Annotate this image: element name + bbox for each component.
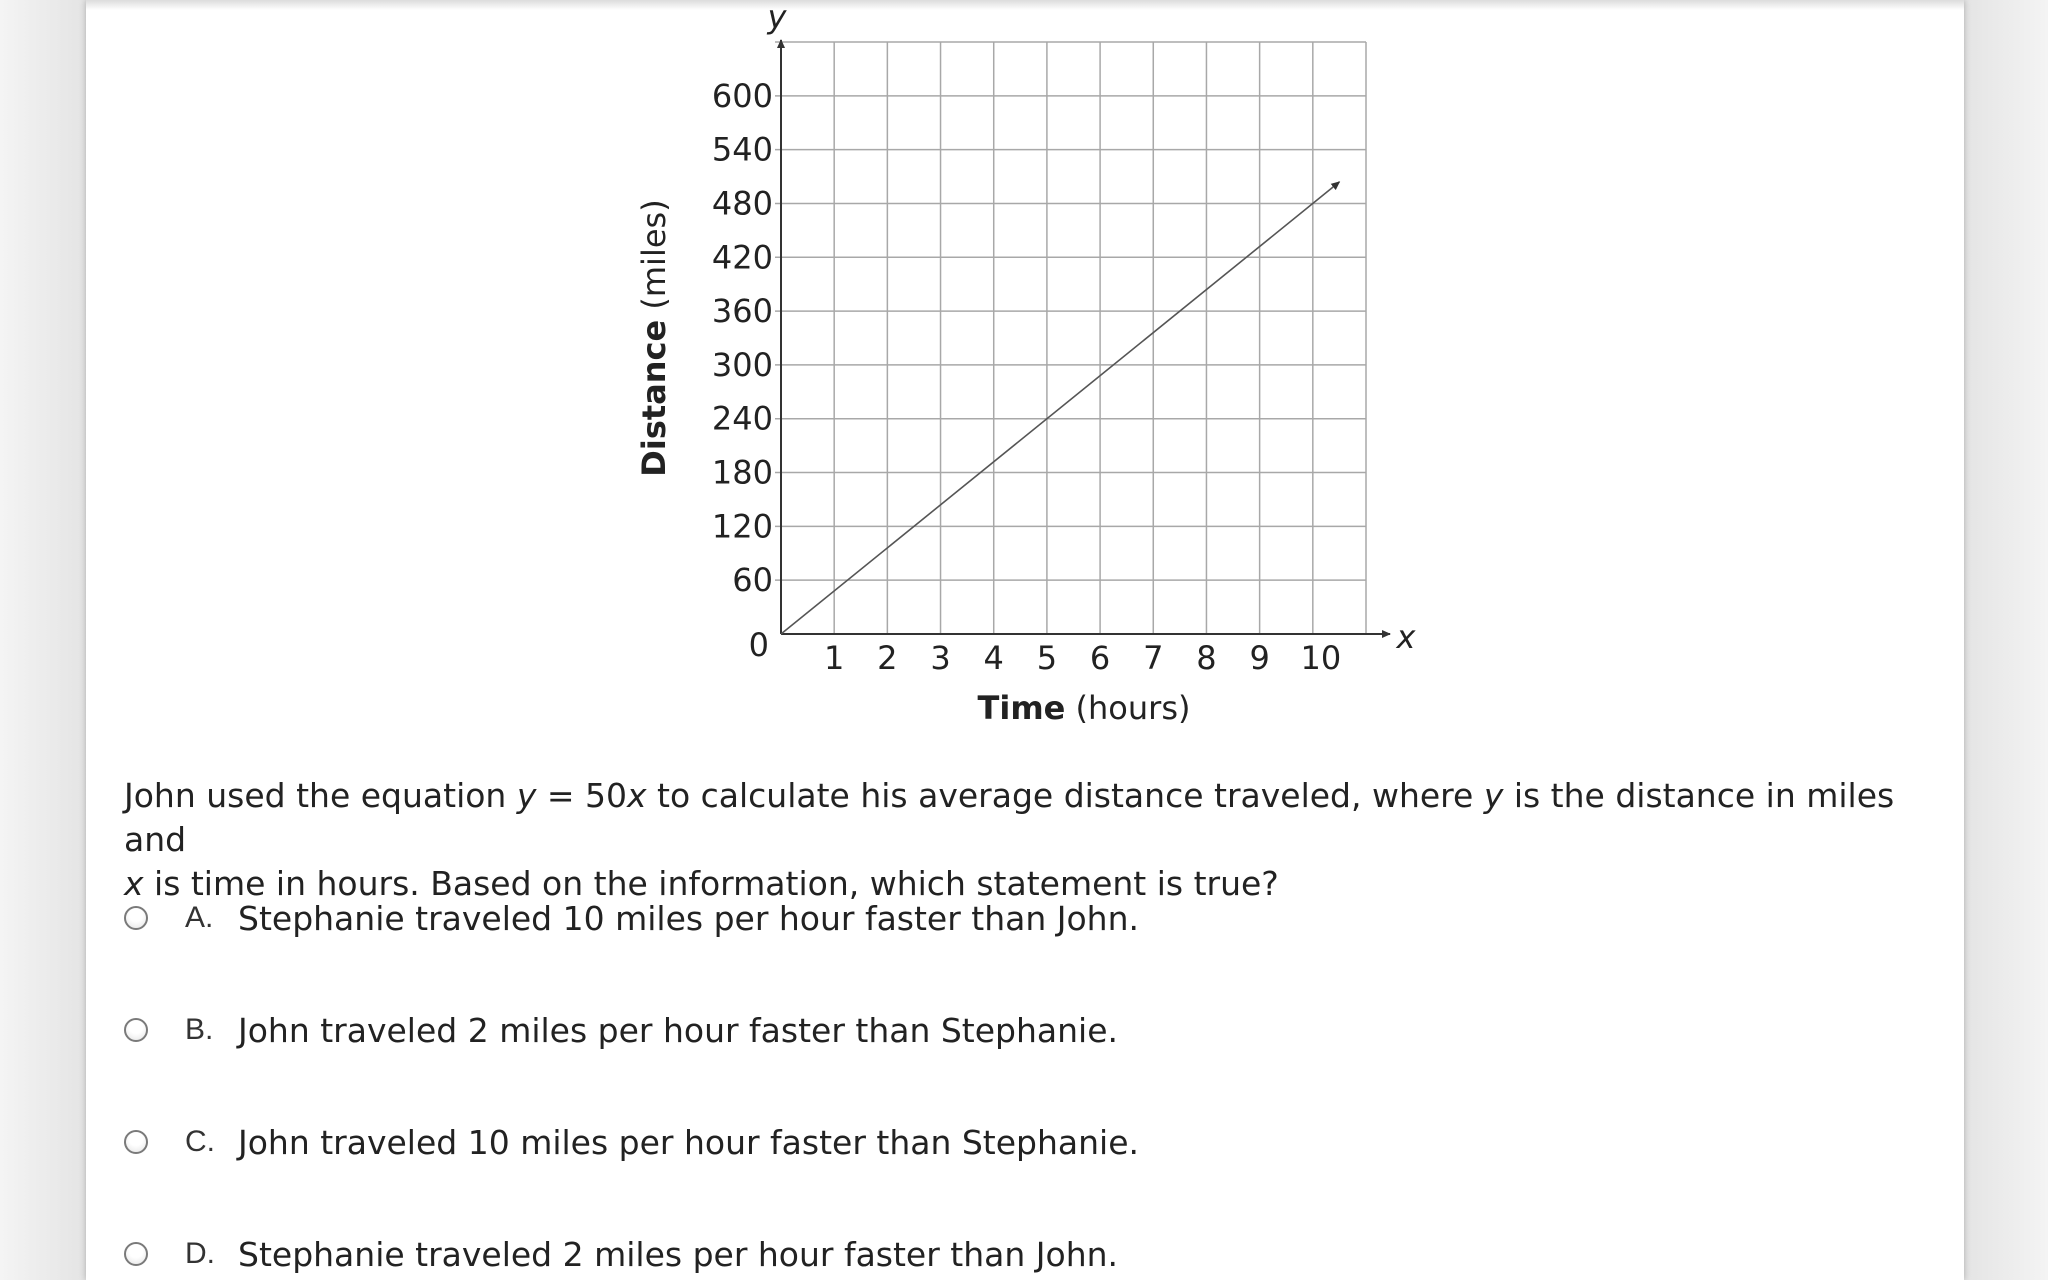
origin-label: 0 xyxy=(748,626,769,664)
y-tick-label: 300 xyxy=(711,345,773,384)
y-tick-label: 420 xyxy=(711,238,773,277)
left-margin xyxy=(0,0,86,1280)
right-margin xyxy=(1964,0,2048,1280)
y-tick-label: 540 xyxy=(711,130,773,169)
y-tick-label: 240 xyxy=(711,399,773,438)
x-tick-label: 2 xyxy=(877,639,898,677)
y-tick-label: 120 xyxy=(711,507,773,546)
radio-b[interactable] xyxy=(124,1018,148,1042)
question-var-x2: x xyxy=(124,864,144,903)
x-axis-title-rest: (hours) xyxy=(1065,689,1191,727)
y-tick-label: 600 xyxy=(711,76,773,115)
radio-a[interactable] xyxy=(124,906,148,930)
question-part-5: is time in hours. Based on the information, which statement is true? xyxy=(143,864,1279,903)
y-tick-label: 360 xyxy=(711,292,773,331)
x-tick-label: 3 xyxy=(930,639,951,677)
question-var-y: y xyxy=(516,776,537,815)
x-axis-variable: x xyxy=(1396,618,1416,656)
question-part-2: = 50 xyxy=(536,776,627,815)
choice-letter-b: B. xyxy=(185,1013,214,1046)
x-axis-title xyxy=(978,689,1191,727)
choice-text-a: Stephanie traveled 10 miles per hour faster than John. xyxy=(238,898,1140,938)
choice-b[interactable] xyxy=(124,1005,1118,1055)
y-axis-title-rest: (miles) xyxy=(635,199,673,320)
radio-c[interactable] xyxy=(124,1130,148,1154)
choice-text-d: Stephanie traveled 2 miles per hour faster than John. xyxy=(238,1234,1119,1274)
x-tick-label: 7 xyxy=(1143,639,1164,677)
x-tick-label: 10 xyxy=(1300,639,1342,677)
x-tick-label: 1 xyxy=(824,639,845,677)
choice-c[interactable] xyxy=(124,1117,1139,1167)
x-axis-title-bold: Time xyxy=(977,689,1066,727)
y-tick-label: 180 xyxy=(711,453,773,492)
choice-letter-a: A. xyxy=(185,901,214,934)
choice-a[interactable] xyxy=(124,893,1139,943)
radio-d[interactable] xyxy=(124,1242,148,1266)
y-axis-title-bold: Distance xyxy=(635,319,673,477)
y-axis-title xyxy=(635,199,673,476)
question-part-4: is the distance in miles and xyxy=(124,776,1895,859)
choice-letter-d: D. xyxy=(185,1237,215,1270)
choice-text-c: John traveled 10 miles per hour faster than Stephanie. xyxy=(238,1122,1140,1162)
choice-text-b: John traveled 2 miles per hour faster than Stephanie. xyxy=(238,1010,1119,1050)
x-tick-label: 9 xyxy=(1249,639,1270,677)
question-part-1: John used the equation xyxy=(124,776,517,815)
x-tick-label: 8 xyxy=(1196,639,1217,677)
y-tick-label: 480 xyxy=(711,184,773,223)
choice-letter-c: C. xyxy=(185,1125,215,1158)
x-tick-label: 4 xyxy=(983,639,1004,677)
question-var-y2: y xyxy=(1483,776,1504,815)
question-var-x: x xyxy=(626,776,647,815)
x-tick-label: 6 xyxy=(1089,639,1111,677)
question-card xyxy=(86,0,1964,1280)
series-line-stephanie xyxy=(781,182,1339,634)
question-part-3: to calculate his average distance traveled, where xyxy=(646,776,1484,815)
distance-time-chart xyxy=(86,0,1964,760)
x-tick-label: 5 xyxy=(1036,639,1058,677)
question-text xyxy=(124,774,1934,906)
y-tick-label: 60 xyxy=(732,561,773,600)
choice-d[interactable] xyxy=(124,1229,1118,1279)
y-axis-variable: y xyxy=(767,0,787,36)
